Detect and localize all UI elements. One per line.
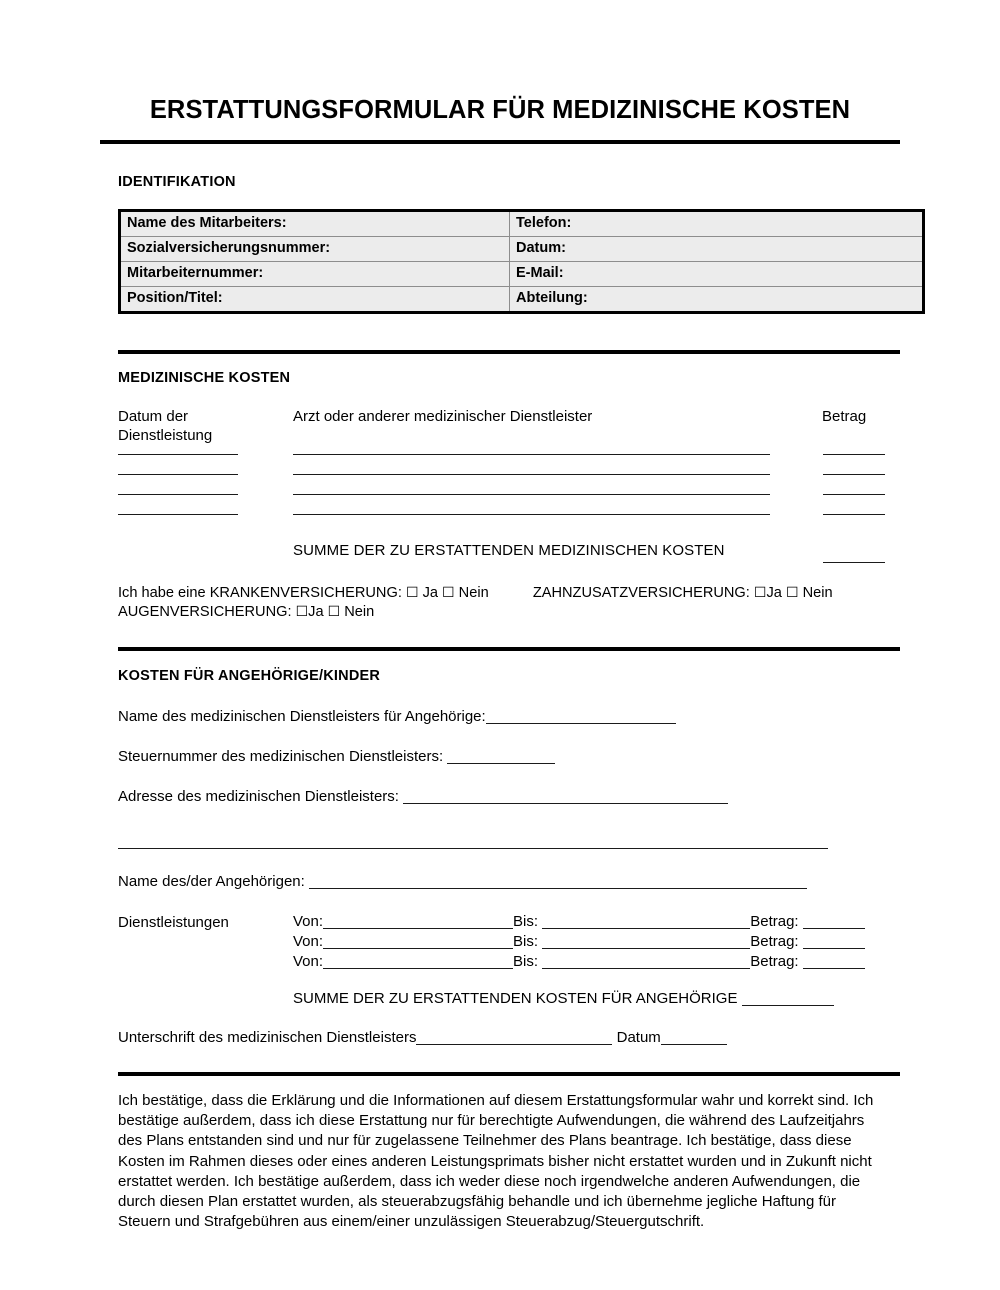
page-title: ERSTATTUNGSFORMULAR FÜR MEDIZINISCHE KOSTEN: [149, 96, 851, 124]
provider-signature-row: [100, 1029, 900, 1046]
certification-paragraph: Ich bestätige, dass die Erklärung und die Informationen auf diesem Erstattungsformular wahr und korrekt sind. Ich bestätige außerdem, dass ich diese Erstattung nur für berechtigte Aufwendungen, die während des Laufzeitjahrs des Plans entstanden sind und nur für zugelassene Teilnehmer des Plans beantrage. Ich bestätige, dass diese Kosten im Rahmen dieses oder eines anderen Leistungsprimats bisher nicht erstattet wurden und in Zukunft nicht erstattet werden. Ich bestätige außerdem, dass ich weder diese noch irgendwelche anderen Aufwendungen, die durch diesen Plan erstattet wurden, als steuerabzugsfähig behandle und ich übernehme jegliche Haftung für Steuern und Strafgebühren aus einem/einer unzulässigen Steuerabzug/Steuergutschrift.: [118, 1091, 874, 1231]
service-to-input-line-3[interactable]: [542, 953, 750, 969]
field-label-ssn[interactable]: Sozialversicherungsnummer:: [120, 237, 510, 262]
column-header-provider: Arzt oder anderer medizinischer Dienstleister: [293, 408, 593, 426]
dependents-total-label: SUMME DER ZU ERSTATTENDEN KOSTEN FÜR ANGEHÖRIGE: [293, 989, 738, 1007]
dependent-services-rows: [293, 912, 900, 972]
health-insurance-label: Ich habe eine KRANKENVERSICHERUNG:: [118, 585, 402, 602]
service-to-label-2: Bis:: [513, 933, 539, 951]
identification-table: [118, 209, 925, 314]
field-label-department[interactable]: Abteilung:: [510, 287, 924, 313]
dependent-name-label: Name des/der Angehörigen:: [118, 873, 305, 891]
dependent-services-label: Dienstleistungen: [118, 914, 229, 932]
service-amount-label-1: Betrag:: [750, 913, 799, 931]
provider-signature-input-line[interactable]: [416, 1029, 612, 1045]
medical-expenses-total-label: SUMME DER ZU ERSTATTENDEN MEDIZINISCHEN KOSTEN: [293, 542, 725, 560]
expense-date-input-line-1[interactable]: [118, 454, 238, 455]
service-row: [293, 932, 900, 952]
medical-expenses-column-headers: [100, 408, 900, 454]
vision-insurance-no-label: Nein: [344, 603, 375, 620]
medical-expenses-section: [100, 370, 900, 386]
dependent-name-input-line[interactable]: [309, 873, 807, 889]
identification-section: [100, 174, 900, 190]
dependent-name-row: [118, 873, 900, 892]
dependents-section: [100, 668, 900, 684]
provider-signature-date-label: Datum: [616, 1028, 661, 1046]
expense-row: [100, 514, 900, 534]
dependent-provider-address-input-line-2[interactable]: [118, 833, 828, 849]
vision-insurance-label: AUGENVERSICHERUNG:: [118, 603, 292, 620]
field-label-employee-name[interactable]: Name des Mitarbeiters:: [120, 211, 510, 237]
medical-expenses-total-row: [100, 542, 900, 570]
medical-expenses-rows: [100, 454, 900, 534]
provider-signature-date-input-line[interactable]: [661, 1029, 727, 1045]
service-to-input-line-1[interactable]: [542, 913, 750, 929]
dependents-heading: KOSTEN FÜR ANGEHÖRIGE/KINDER: [118, 668, 381, 685]
title-block: [100, 0, 900, 144]
dependent-provider-address-row-2: [118, 833, 900, 852]
service-to-input-line-2[interactable]: [542, 933, 750, 949]
dental-insurance-yes-checkbox[interactable]: ☐: [753, 584, 767, 601]
table-row: [120, 287, 924, 313]
dependents-provider-fields: [100, 708, 900, 892]
vision-insurance-no-checkbox[interactable]: ☐: [327, 602, 341, 619]
expense-provider-input-line-3[interactable]: [293, 494, 770, 495]
expense-amount-input-line-1[interactable]: [823, 454, 885, 455]
dependent-provider-name-input-line[interactable]: [486, 708, 676, 724]
insurance-declaration: [100, 584, 900, 621]
health-insurance-no-checkbox[interactable]: ☐: [442, 584, 455, 601]
field-label-date[interactable]: Datum:: [510, 237, 924, 262]
service-amount-input-line-1[interactable]: [803, 913, 865, 929]
field-label-phone[interactable]: Telefon:: [510, 211, 924, 237]
dependent-provider-tax-row: [118, 748, 900, 767]
dental-insurance-no-label: Nein: [802, 585, 833, 602]
dependent-provider-address-row: [118, 788, 900, 807]
expense-amount-input-line-2[interactable]: [823, 474, 885, 475]
medical-expenses-heading: MEDIZINISCHE KOSTEN: [118, 370, 291, 387]
field-label-position-title[interactable]: Position/Titel:: [120, 287, 510, 313]
expense-row: [100, 454, 900, 474]
service-amount-label-3: Betrag:: [750, 953, 799, 971]
service-row: [293, 952, 900, 972]
expense-row: [100, 474, 900, 494]
column-header-service-date: Datum der Dienstleistung: [118, 408, 213, 444]
table-row: [120, 211, 924, 237]
service-from-input-line-3[interactable]: [323, 953, 513, 969]
vision-insurance-yes-checkbox[interactable]: ☐: [295, 602, 309, 619]
provider-signature-label: Unterschrift des medizinischen Dienstleisters: [118, 1028, 417, 1046]
service-from-label-1: Von:: [293, 913, 324, 931]
field-label-email[interactable]: E-Mail:: [510, 262, 924, 287]
dependents-total-input-line[interactable]: [742, 990, 834, 1006]
service-amount-label-2: Betrag:: [750, 933, 799, 951]
expense-provider-input-line-4[interactable]: [293, 514, 770, 515]
expense-amount-input-line-4[interactable]: [823, 514, 885, 515]
service-to-label-3: Bis:: [513, 953, 539, 971]
dependent-provider-name-label: Name des medizinischen Dienstleisters für Angehörige:: [118, 708, 486, 726]
service-from-label-3: Von:: [293, 953, 324, 971]
dependent-provider-tax-input-line[interactable]: [447, 748, 555, 764]
expense-date-input-line-4[interactable]: [118, 514, 238, 515]
service-amount-input-line-3[interactable]: [803, 953, 865, 969]
expense-provider-input-line-2[interactable]: [293, 474, 770, 475]
service-amount-input-line-2[interactable]: [803, 933, 865, 949]
expense-amount-input-line-3[interactable]: [823, 494, 885, 495]
health-insurance-yes-label: Ja: [422, 585, 438, 602]
service-from-input-line-2[interactable]: [323, 933, 513, 949]
table-row: [120, 262, 924, 287]
identification-table-wrap: [100, 209, 900, 314]
insurance-line-2: [118, 603, 900, 622]
dependents-total-row: [100, 990, 900, 1007]
health-insurance-no-label: Nein: [458, 585, 489, 602]
service-to-label-1: Bis:: [513, 913, 539, 931]
dependent-provider-address-input-line[interactable]: [403, 788, 728, 804]
service-row: [293, 912, 900, 932]
expense-date-input-line-3[interactable]: [118, 494, 238, 495]
dependent-provider-name-row: [118, 708, 900, 727]
dental-insurance-label: ZAHNZUSATZVERSICHERUNG:: [532, 585, 750, 602]
dependent-services-block: [100, 912, 900, 972]
field-label-employee-number[interactable]: Mitarbeiternummer:: [120, 262, 510, 287]
expense-date-input-line-2[interactable]: [118, 474, 238, 475]
dependent-provider-tax-label: Steuernummer des medizinischen Dienstleisters:: [118, 748, 444, 766]
medical-expenses-total-input-line[interactable]: [823, 562, 885, 563]
expense-row: [100, 494, 900, 514]
vision-insurance-yes-label: Ja: [308, 603, 324, 620]
dependent-provider-address-label: Adresse des medizinischen Dienstleisters:: [118, 787, 399, 805]
expense-provider-input-line-1[interactable]: [293, 454, 770, 455]
identification-heading: IDENTIFIKATION: [118, 174, 236, 191]
dental-insurance-no-checkbox[interactable]: ☐: [785, 584, 799, 601]
health-insurance-yes-checkbox[interactable]: ☐: [405, 584, 419, 601]
service-from-label-2: Von:: [293, 933, 324, 951]
table-row: [120, 237, 924, 262]
column-header-amount: Betrag: [822, 408, 867, 426]
dental-insurance-yes-label: Ja: [766, 585, 782, 602]
service-from-input-line-1[interactable]: [323, 913, 513, 929]
insurance-line-1: [118, 584, 900, 603]
